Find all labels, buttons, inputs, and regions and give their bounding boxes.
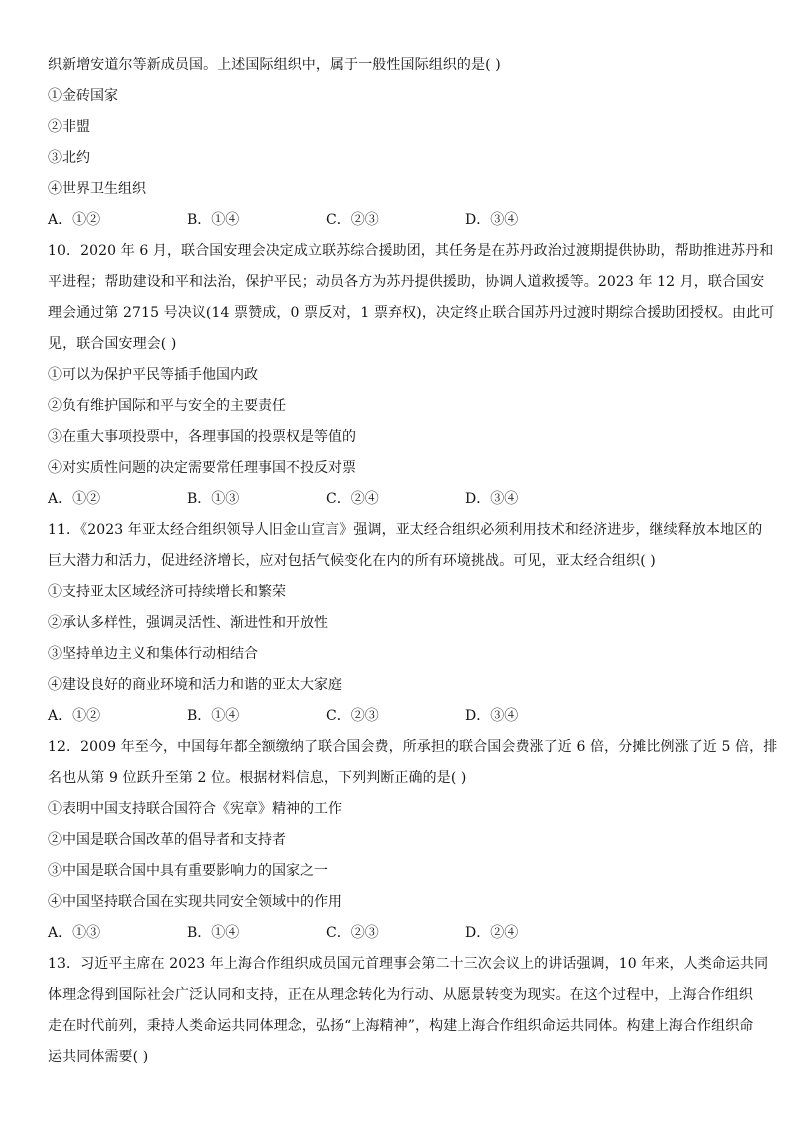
choice-item: ③中国是联合国中具有重要影响力的国家之一 — [48, 863, 328, 879]
option-a[interactable]: A．①② — [48, 708, 101, 724]
choice-item: ①可以为保护平民等插手他国内政 — [48, 367, 258, 383]
choice-item: ②非盟 — [48, 119, 90, 135]
option-b[interactable]: B．①④ — [187, 708, 240, 724]
choice-item: ②负有维护国际和平与安全的主要责任 — [48, 398, 286, 414]
question-stem-line: 名也从第 9 位跃升至第 2 位。根据材料信息，下列判断正确的是( ) — [48, 770, 467, 786]
answer-options — [48, 484, 748, 515]
option-a[interactable]: A．①② — [48, 491, 101, 507]
question-stem-line: 见，联合国安理会( ) — [48, 336, 177, 352]
option-a[interactable]: A．①③ — [48, 925, 101, 941]
question-13 — [48, 949, 769, 1073]
option-b[interactable]: B．①④ — [187, 925, 240, 941]
option-a[interactable]: A．①② — [48, 212, 101, 228]
answer-options — [48, 205, 748, 236]
choice-item: ③北约 — [48, 150, 90, 166]
option-c[interactable]: C．②③ — [326, 212, 379, 228]
question-stem-line: 11．《2023 年亚太经合组织领导人旧金山宣言》强调，亚太经合组织必须利用技术和经济进步，继续释放本地区的 — [48, 522, 763, 538]
option-d[interactable]: D．③④ — [465, 491, 519, 507]
option-c[interactable]: C．②③ — [326, 925, 379, 941]
choice-item: ①支持亚太区域经济可持续增长和繁荣 — [48, 584, 286, 600]
answer-options — [48, 701, 748, 732]
choice-item: ①金砖国家 — [48, 88, 118, 104]
choice-item: ④对实质性问题的决定需要常任理事国不投反对票 — [48, 460, 356, 476]
option-d[interactable]: D．③④ — [465, 708, 519, 724]
question-stem-line: 理会通过第 2715 号决议(14 票赞成，0 票反对，1 票弃权)，决定终止联合国苏丹过渡时期综合援助团授权。由此可 — [48, 305, 775, 321]
question-stem-line: 巨大潜力和活力，促进经济增长，应对包括气候变化在内的所有环境挑战。可见，亚太经合组织( ) — [48, 553, 656, 569]
option-b[interactable]: B．①③ — [187, 491, 240, 507]
question-stem-line: 体理念得到国际社会广泛认同和支持，正在从理念转化为行动、从愿景转变为现实。在这个过程中，上海合作组织 — [48, 987, 753, 1003]
choice-item: ④建设良好的商业环境和活力和谐的亚太大家庭 — [48, 677, 342, 693]
answer-options — [48, 918, 748, 949]
question-stem-line: 运共同体需要( ) — [48, 1049, 149, 1065]
question-stem-line: 织新增安道尔等新成员国。上述国际组织中，属于一般性国际组织的是( ) — [48, 57, 501, 73]
question-11 — [48, 515, 763, 732]
option-b[interactable]: B．①④ — [187, 212, 240, 228]
option-c[interactable]: C．②④ — [326, 491, 379, 507]
question-stem-line: 走在时代前列，秉持人类命运共同体理念，弘扬“上海精神”，构建上海合作组织命运共同体。构建上海合作组织命 — [48, 1018, 754, 1034]
question-10 — [48, 236, 775, 515]
question-12 — [48, 732, 778, 949]
exam-page — [48, 50, 778, 1073]
question-9 — [48, 50, 748, 236]
option-d[interactable]: D．②④ — [465, 925, 519, 941]
choice-item: ②中国是联合国改革的倡导者和支持者 — [48, 832, 286, 848]
choice-item: ③在重大事项投票中，各理事国的投票权是等值的 — [48, 429, 356, 445]
choice-item: ④中国坚持联合国在实现共同安全领域中的作用 — [48, 894, 342, 910]
option-d[interactable]: D．③④ — [465, 212, 519, 228]
choice-item: ②承认多样性，强调灵活性、渐进性和开放性 — [48, 615, 328, 631]
choice-item: ①表明中国支持联合国符合《宪章》精神的工作 — [48, 801, 342, 817]
question-stem-line: 13．习近平主席在 2023 年上海合作组织成员国元首理事会第二十三次会议上的讲话强调，10 年来，人类命运共同 — [48, 956, 769, 972]
question-stem-line: 10．2020 年 6 月，联合国安理会决定成立联苏综合援助团，其任务是在苏丹政治过渡期提供协助，帮助推进苏丹和 — [48, 243, 774, 259]
question-stem-line: 平进程；帮助建设和平和法治，保护平民；动员各方为苏丹提供援助，协调人道救援等。2023 年 12 月，联合国安 — [48, 274, 765, 290]
option-c[interactable]: C．②③ — [326, 708, 379, 724]
choice-item: ③坚持单边主义和集体行动相结合 — [48, 646, 258, 662]
question-stem-line: 12．2009 年至今，中国每年都全额缴纳了联合国会费，所承担的联合国会费涨了近 6 倍，分摊比例涨了近 5 倍，排 — [48, 739, 778, 755]
choice-item: ④世界卫生组织 — [48, 181, 146, 197]
